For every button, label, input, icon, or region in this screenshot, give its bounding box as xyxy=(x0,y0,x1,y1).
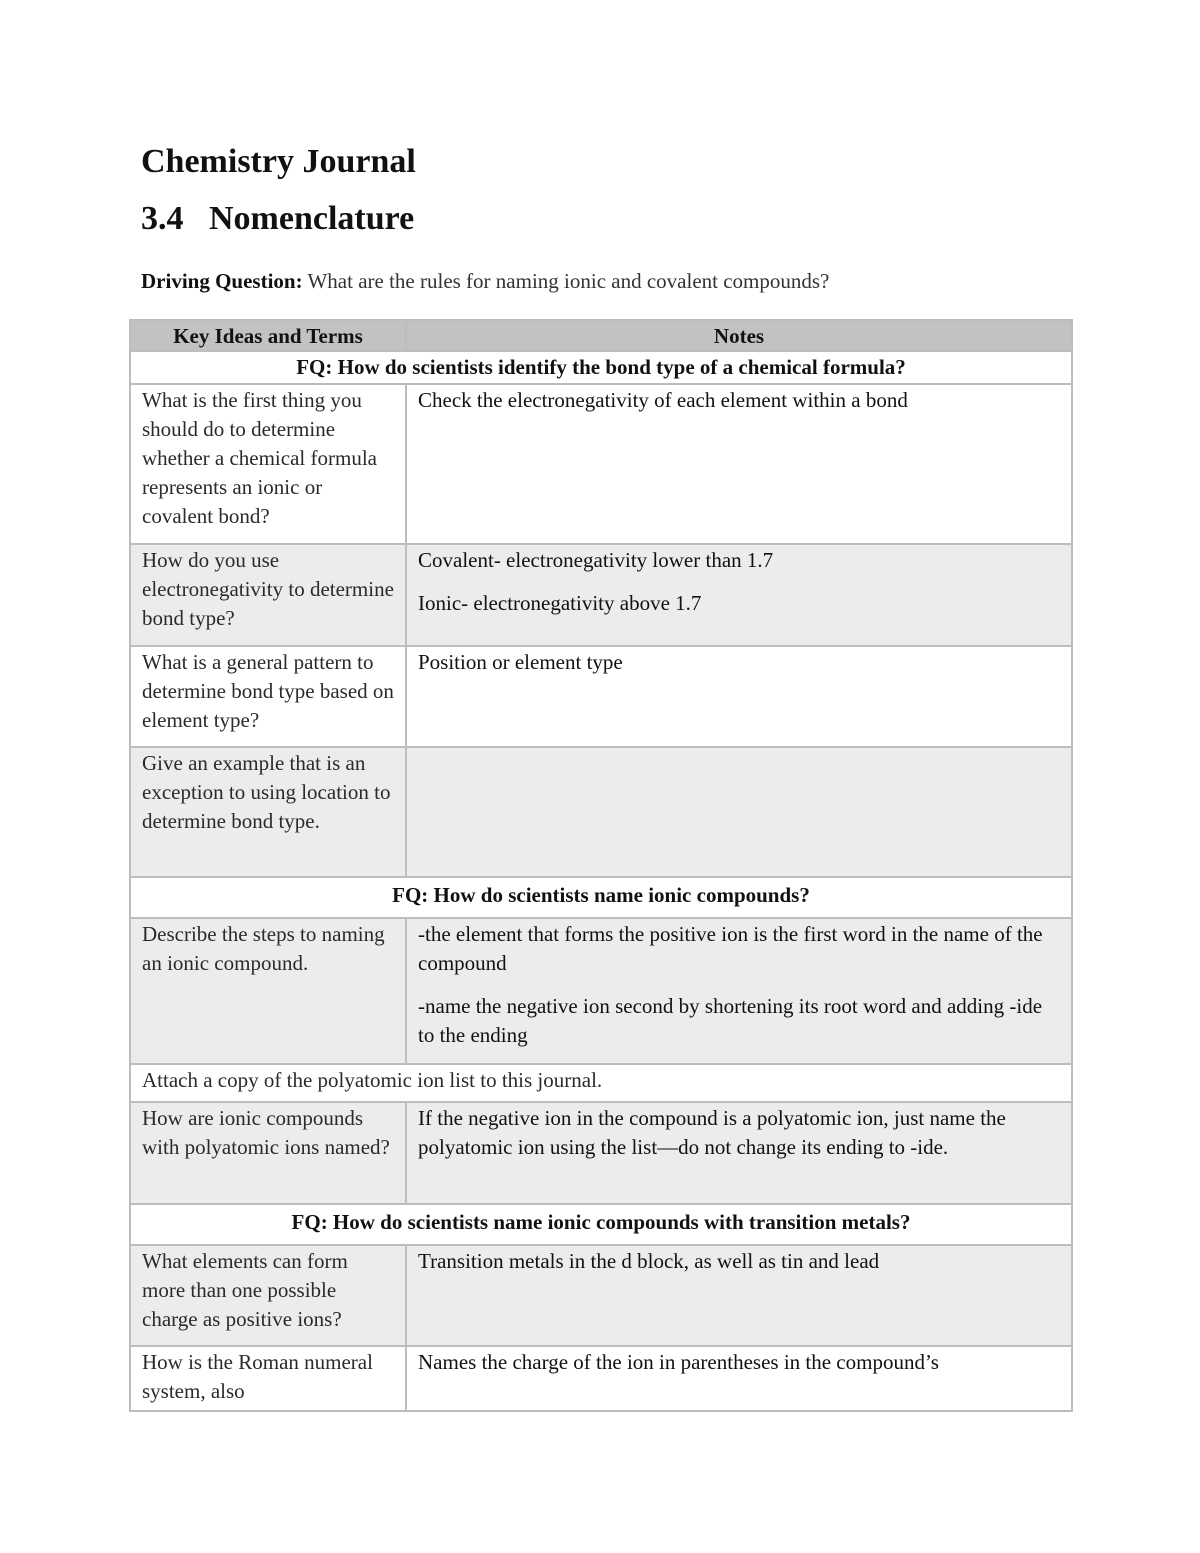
table-row xyxy=(130,918,1072,1064)
notes-cell[interactable] xyxy=(406,384,1072,544)
table-row xyxy=(130,646,1072,747)
header-notes: Notes xyxy=(406,320,1072,351)
notes-text: Ionic- electronegativity above 1.7 xyxy=(418,591,702,615)
header-key-ideas: Key Ideas and Terms xyxy=(130,320,406,351)
table-row xyxy=(130,747,1072,877)
key-idea-cell: How do you use electronegativity to determine bond type? xyxy=(130,544,406,646)
attach-note-row xyxy=(130,1064,1072,1102)
notes-text: Transition metals in the d block, as well as tin and lead xyxy=(418,1249,880,1273)
notes-text: Covalent- electronegativity lower than 1.7 xyxy=(418,548,774,572)
focus-question-row xyxy=(130,1204,1072,1245)
table-row xyxy=(130,1245,1072,1346)
notes-text: If the negative ion in the compound is a polyatomic ion, just name the polyatomic ion using the list—do not change its ending to -ide. xyxy=(418,1106,1006,1159)
key-idea-cell: What is the first thing you should do to determine whether a chemical formula represents an ionic or covalent bond? xyxy=(130,384,406,544)
notes-text: Position or element type xyxy=(418,650,623,674)
notes-cell-empty[interactable] xyxy=(406,747,1072,877)
key-idea-cell: What is a general pattern to determine bond type based on element type? xyxy=(130,646,406,747)
driving-question-text: What are the rules for naming ionic and covalent compounds? xyxy=(307,269,830,293)
section-heading xyxy=(141,197,414,241)
table-row xyxy=(130,384,1072,544)
table-row xyxy=(130,1102,1072,1204)
notes-text: Names the charge of the ion in parentheses in the compound’s xyxy=(418,1350,939,1374)
focus-question-row xyxy=(130,351,1072,384)
table-header-row xyxy=(130,320,1072,351)
focus-question-1: FQ: How do scientists identify the bond type of a chemical formula? xyxy=(130,351,1072,384)
driving-question xyxy=(141,266,829,296)
focus-question-2: FQ: How do scientists name ionic compounds? xyxy=(130,877,1072,918)
key-idea-cell: How are ionic compounds with polyatomic ions named? xyxy=(130,1102,406,1204)
notes-cell[interactable] xyxy=(406,1346,1072,1411)
notes-text: -the element that forms the positive ion is the first word in the name of the compound xyxy=(418,922,1043,975)
focus-question-row xyxy=(130,877,1072,918)
notes-cell[interactable] xyxy=(406,918,1072,1064)
table-row xyxy=(130,544,1072,646)
key-idea-cell: What elements can form more than one possible charge as positive ions? xyxy=(130,1245,406,1346)
section-title: Nomenclature xyxy=(209,200,415,237)
notes-text: -name the negative ion second by shortening its root word and adding -ide to the ending xyxy=(418,994,1043,1047)
driving-question-label: Driving Question: xyxy=(141,269,303,293)
attach-note: Attach a copy of the polyatomic ion list to this journal. xyxy=(130,1064,1072,1102)
key-idea-cell: How is the Roman numeral system, also xyxy=(130,1346,406,1411)
notes-cell[interactable] xyxy=(406,1245,1072,1346)
key-idea-cell: Describe the steps to naming an ionic compound. xyxy=(130,918,406,1064)
notes-cell[interactable] xyxy=(406,544,1072,646)
focus-question-3: FQ: How do scientists name ionic compounds with transition metals? xyxy=(130,1204,1072,1245)
notes-cell[interactable] xyxy=(406,646,1072,747)
key-idea-cell: Give an example that is an exception to using location to determine bond type. xyxy=(130,747,406,877)
section-number: 3.4 xyxy=(141,200,184,237)
notes-cell[interactable] xyxy=(406,1102,1072,1204)
document-title: Chemistry Journal xyxy=(141,143,416,180)
table-row xyxy=(130,1346,1072,1411)
notes-text: Check the electronegativity of each element within a bond xyxy=(418,388,908,412)
journal-table xyxy=(129,319,1073,1412)
